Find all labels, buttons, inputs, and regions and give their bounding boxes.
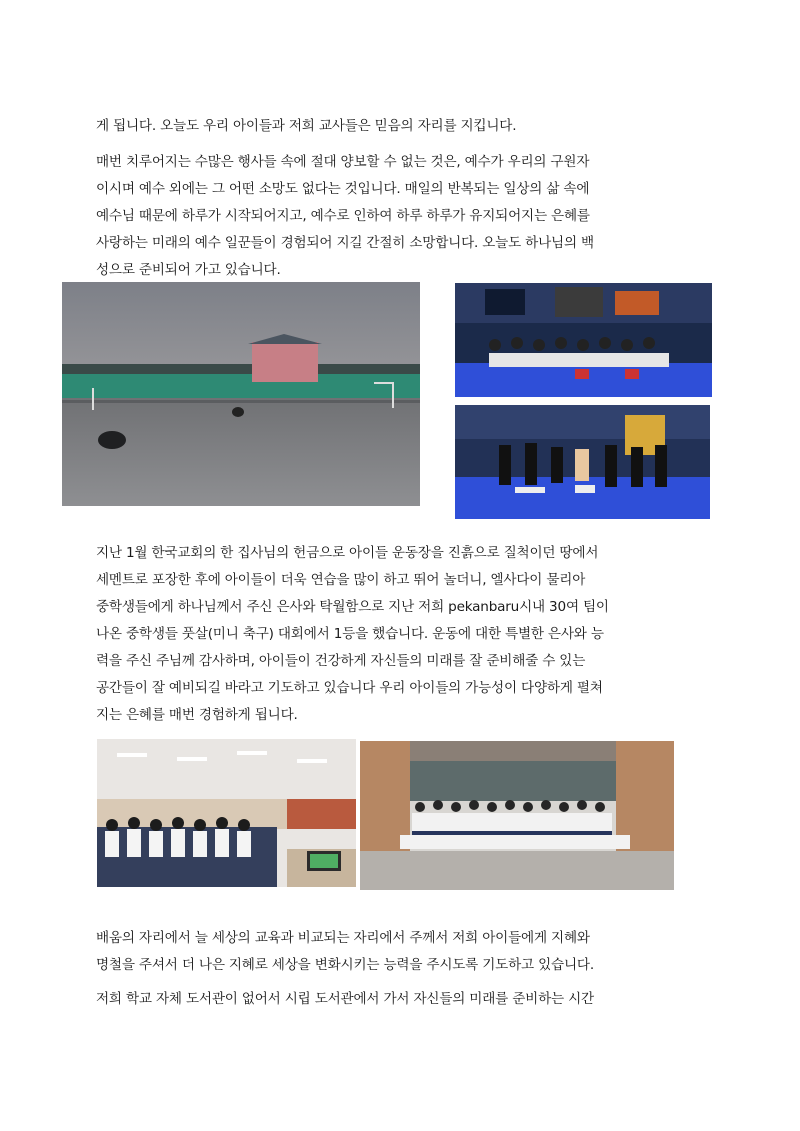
- text-line: 배움의 자리에서 늘 세상의 교육과 비교되는 자리에서 주께서 저희 아이들에게 지혜와: [96, 930, 590, 946]
- text-line: 저희 학교 자체 도서관이 없어서 시립 도서관에서 가서 자신들의 미래를 준비하는 시간: [96, 991, 594, 1007]
- text-line: 게 됩니다. 오늘도 우리 아이들과 저희 교사들은 믿음의 자리를 지킵니다.: [96, 118, 517, 134]
- text-line: 예수님 때문에 하루가 시작되어지고, 예수로 인하여 하루 하루가 유지되어지는 은혜를: [96, 208, 590, 224]
- text-line: 력을 주신 주님께 감사하며, 아이들이 건강하게 자신들의 미래를 잘 준비해줄 수 있는: [96, 653, 586, 669]
- text-line: 세멘트로 포장한 후에 아이들이 더욱 연습을 많이 하고 뛰어 놀더니, 엘사다이 물리아: [96, 572, 586, 588]
- library-students-photo: [97, 739, 356, 887]
- text-line: 이시며 예수 외에는 그 어떤 소망도 없다는 것입니다. 매일의 반복되는 일상의 삶 속에: [96, 181, 590, 197]
- text-line: 명철을 주셔서 더 나은 지혜로 세상을 변화시키는 능력을 주시도록 기도하고 있습니다.: [96, 957, 594, 973]
- text-line: 매번 치루어지는 수많은 행사들 속에 절대 양보할 수 없는 것은, 예수가 우리의 구원자: [96, 154, 590, 170]
- text-line: 사랑하는 미래의 예수 일꾼들이 경험되어 지길 간절히 소망합니다. 오늘도 하나님의 백: [96, 235, 594, 251]
- text-line: 중학생들에게 하나님께서 주신 은사와 탁월함으로 지난 저희 pekanbaru시내 30여 팀이: [96, 599, 609, 615]
- paragraph-5: [96, 986, 708, 1013]
- text-line: 지는 은혜를 매번 경험하게 됩니다.: [96, 707, 298, 723]
- paragraph-1: [96, 113, 708, 140]
- text-line: 나온 중학생들 풋살(미니 축구) 대회에서 1등을 했습니다. 운동에 대한 특별한 은사와 능: [96, 626, 604, 642]
- futsal-team-photo: [455, 283, 712, 397]
- text-line: 성으로 준비되어 가고 있습니다.: [96, 262, 281, 278]
- text-line: 공간들이 잘 예비되길 바라고 기도하고 있습니다 우리 아이들의 가능성이 다양하게 펼쳐: [96, 680, 603, 696]
- student-group-photo: [360, 741, 674, 890]
- paragraph-2: [96, 149, 708, 284]
- text-line: 지난 1월 한국교회의 한 집사님의 헌금으로 아이들 운동장을 진흙으로 질척이던 땅에서: [96, 545, 599, 561]
- futsal-trophy-photo: [455, 405, 710, 519]
- paragraph-3: [96, 540, 708, 729]
- paragraph-4: [96, 925, 708, 979]
- school-courtyard-photo: [62, 282, 420, 506]
